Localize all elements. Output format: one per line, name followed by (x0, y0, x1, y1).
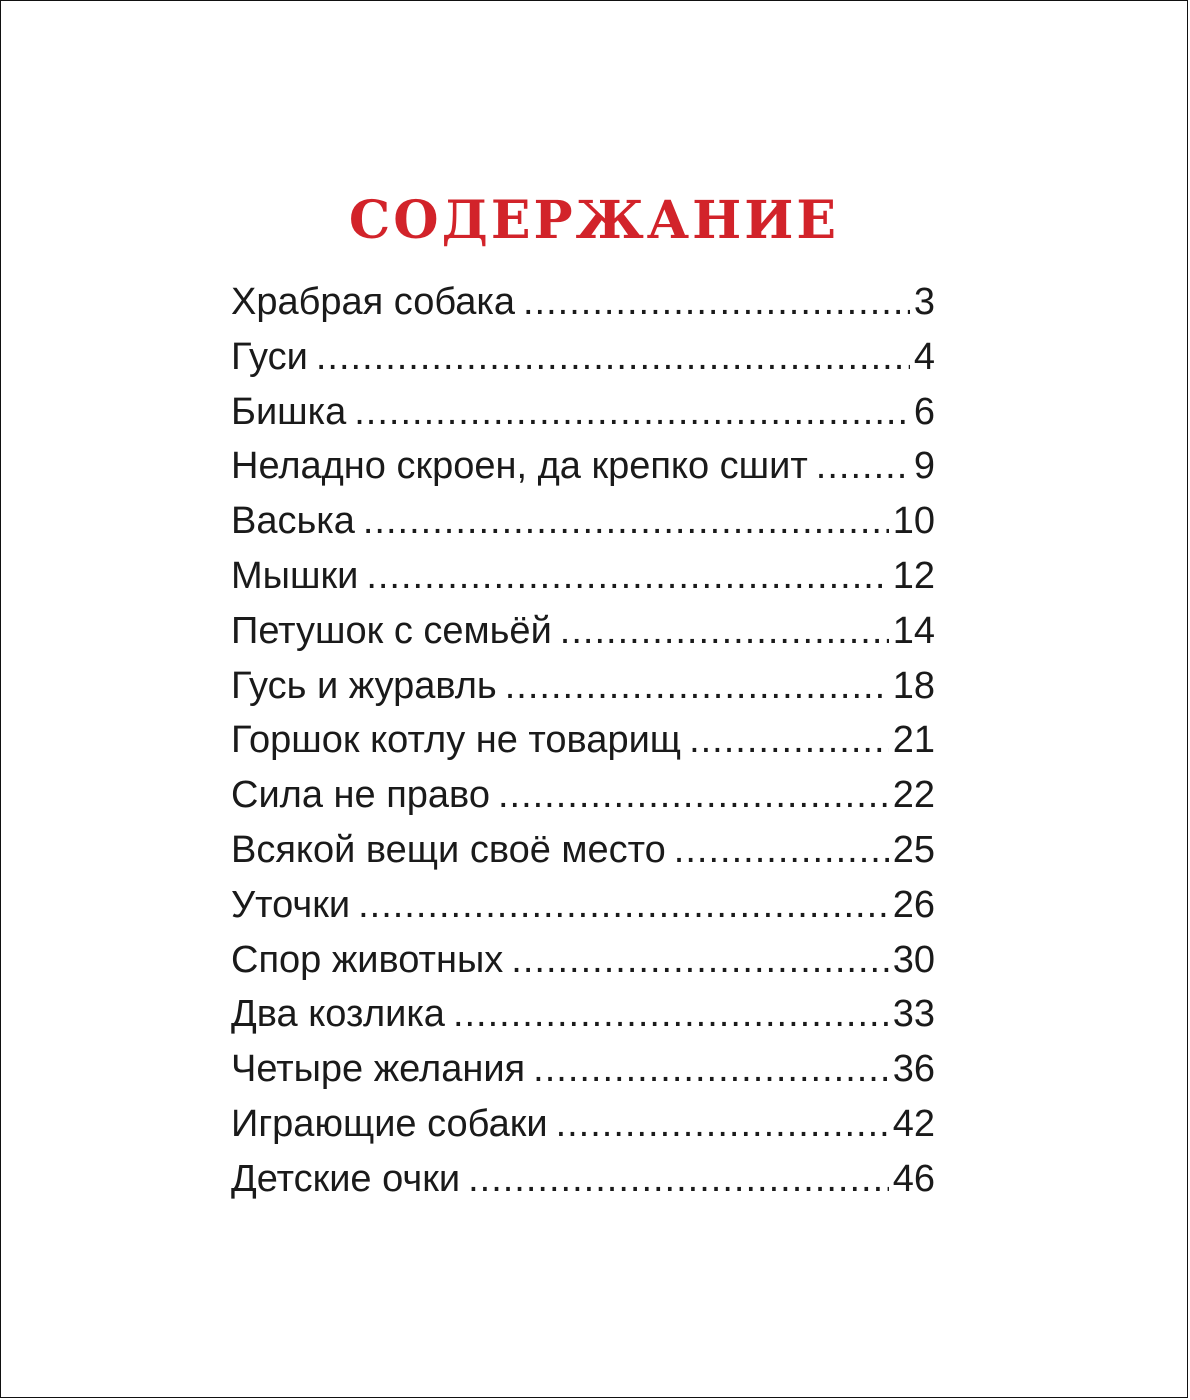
entry-title: Сила не право (231, 774, 490, 817)
entry-title: Бишка (231, 390, 347, 433)
dot-leader (511, 939, 888, 982)
toc-entry[interactable] (231, 774, 935, 829)
entry-title: Горшок котлу не товарищ (231, 719, 682, 762)
entry-page-number: 12 (892, 554, 935, 597)
dot-leader (363, 500, 889, 543)
entry-title: Петушок с семьёй (231, 609, 552, 652)
dot-leader (689, 719, 889, 762)
dot-leader (366, 555, 888, 598)
entry-page-number: 10 (892, 500, 935, 543)
entry-title: Васька (231, 500, 355, 543)
entry-page-number: 6 (913, 390, 935, 433)
toc-entry[interactable] (231, 1048, 935, 1103)
entry-page-number: 30 (892, 938, 935, 981)
entry-page-number: 25 (892, 828, 935, 871)
entry-title: Уточки (231, 883, 351, 926)
page-title: СОДЕРЖАНИЕ (348, 190, 840, 251)
entry-page-number: 14 (892, 609, 935, 652)
entry-title: Гуси (231, 335, 308, 378)
entry-title: Четыре желания (231, 1048, 526, 1091)
entry-title: Всякой вещи своё место (231, 828, 666, 871)
entry-title: Гусь и журавль (231, 664, 497, 707)
toc-entry[interactable] (231, 555, 935, 610)
toc-entry[interactable] (231, 993, 935, 1048)
toc-entry[interactable] (231, 1158, 935, 1213)
toc-entry[interactable] (231, 281, 935, 336)
dot-leader (556, 1103, 889, 1146)
dot-leader (354, 391, 910, 434)
toc-entry[interactable] (231, 719, 935, 774)
toc-entry[interactable] (231, 884, 935, 939)
dot-leader (533, 1048, 889, 1091)
toc-entry[interactable] (231, 1103, 935, 1158)
entry-title: Храбрая собака (231, 281, 515, 323)
entry-page-number: 4 (913, 335, 935, 378)
entry-page-number: 3 (913, 281, 935, 323)
dot-leader (560, 610, 889, 653)
entry-title: Мышки (231, 554, 359, 597)
dot-leader (816, 445, 910, 488)
entry-title: Два козлика (231, 993, 445, 1036)
entry-title: Детские очки (231, 1157, 461, 1200)
dot-leader (468, 1158, 889, 1201)
dot-leader (674, 829, 889, 872)
toc-entry[interactable] (231, 445, 935, 500)
entry-page-number: 42 (892, 1102, 935, 1145)
entry-title: Играющие собаки (231, 1102, 548, 1145)
dot-leader (358, 884, 889, 927)
dot-leader (505, 665, 889, 708)
toc-entry[interactable] (231, 665, 935, 720)
entry-page-number: 18 (892, 664, 935, 707)
table-of-contents (231, 281, 935, 1213)
entry-page-number: 46 (892, 1157, 935, 1200)
entry-page-number: 9 (913, 445, 935, 488)
toc-entry[interactable] (231, 391, 935, 446)
dot-leader (523, 281, 910, 324)
entry-page-number: 33 (892, 993, 935, 1036)
entry-title: Неладно скроен, да крепко сшит (231, 445, 808, 488)
toc-entry[interactable] (231, 829, 935, 884)
entry-page-number: 21 (892, 719, 935, 762)
entry-title: Спор животных (231, 938, 504, 981)
toc-entry[interactable] (231, 939, 935, 994)
toc-entry[interactable] (231, 500, 935, 555)
dot-leader (316, 336, 910, 379)
toc-entry[interactable] (231, 336, 935, 391)
entry-page-number: 26 (892, 883, 935, 926)
dot-leader (498, 774, 889, 817)
dot-leader (453, 993, 889, 1036)
toc-entry[interactable] (231, 610, 935, 665)
entry-page-number: 36 (892, 1048, 935, 1091)
entry-page-number: 22 (892, 774, 935, 817)
